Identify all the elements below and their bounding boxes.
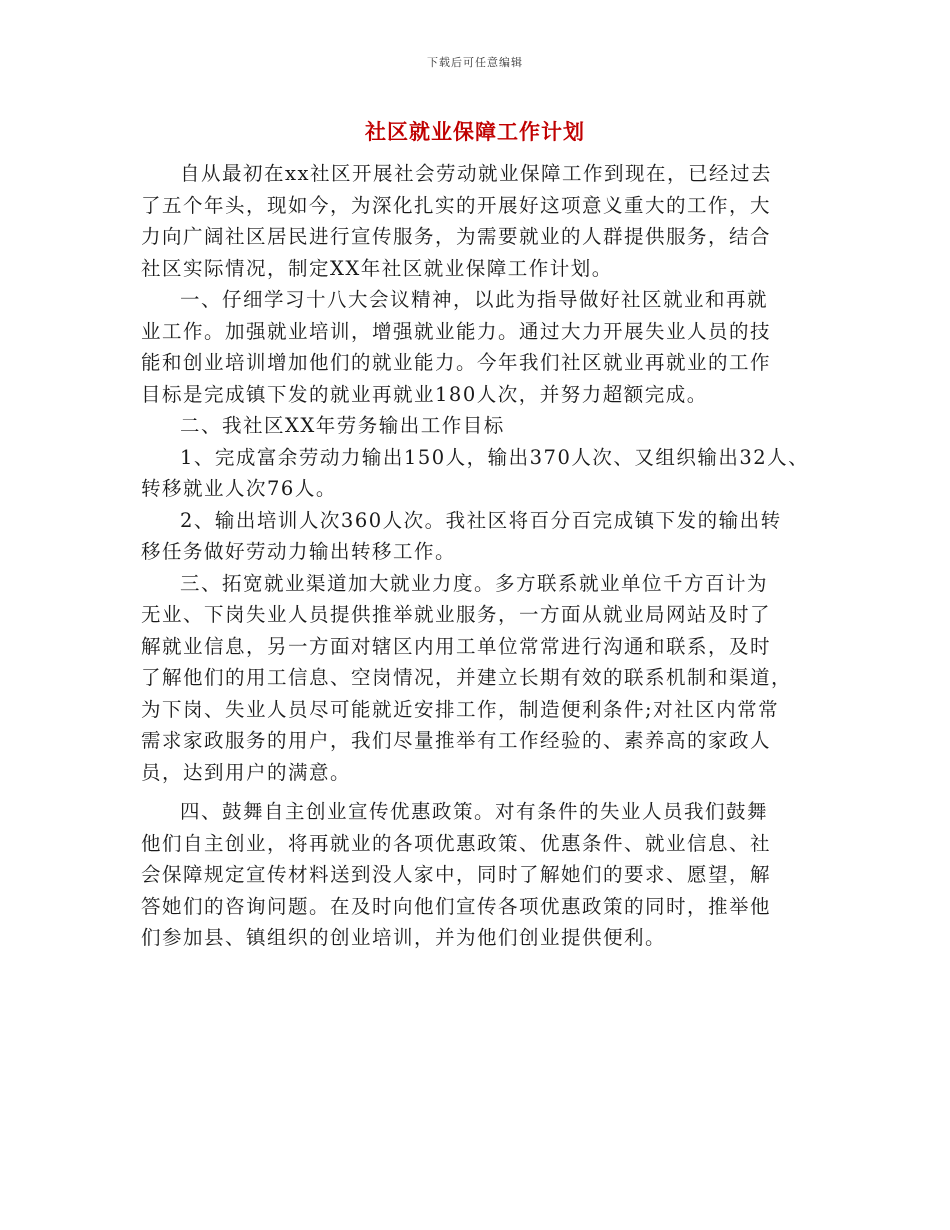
text-line: 他们自主创业，将再就业的各项优惠政策、优惠条件、就业信息、社 bbox=[141, 831, 772, 855]
paragraph-item-2 bbox=[141, 505, 827, 568]
text-line: 社区实际情况，制定XX年社区就业保障工作计划。 bbox=[141, 256, 613, 280]
text-line: 四、鼓舞自主创业宣传优惠政策。对有条件的失业人员我们鼓舞 bbox=[180, 800, 769, 823]
paragraph-section-2 bbox=[141, 410, 827, 442]
text-line: 移任务做好劳动力输出转移工作。 bbox=[141, 540, 457, 563]
text-line: 二、我社区XX年劳务输出工作目标 bbox=[180, 414, 505, 437]
text-line: 解就业信息，另一方面对辖区内用工单位常常进行沟通和联系，及时 bbox=[141, 634, 772, 658]
text-line: 为下岗、失业人员尽可能就近安排工作，制造便利条件;对社区内常常 bbox=[141, 697, 780, 721]
text-line: 员，达到用户的满意。 bbox=[141, 760, 352, 784]
text-line: 一、仔细学习十八大会议精神，以此为指导做好社区就业和再就 bbox=[180, 288, 769, 311]
document-body bbox=[141, 158, 827, 954]
page-title: 社区就业保障工作计划 bbox=[365, 119, 585, 144]
paragraph-section-3 bbox=[141, 568, 827, 789]
text-line: 们参加县、镇组织的创业培训，并为他们创业提供便利。 bbox=[141, 926, 667, 949]
text-line: 了解他们的用工信息、空岗情况，并建立长期有效的联系机制和渠道， bbox=[141, 666, 793, 689]
text-line: 2、输出培训人次360人次。我社区将百分百完成镇下发的输出转 bbox=[180, 508, 782, 532]
text-line: 自从最初在xx社区开展社会劳动就业保障工作到现在，已经过去 bbox=[180, 162, 772, 185]
text-line: 三、拓宽就业渠道加大就业力度。多方联系就业单位千方百计为 bbox=[180, 571, 769, 595]
paragraph-section-1 bbox=[141, 284, 827, 410]
text-line: 答她们的咨询问题。在及时向他们宣传各项优惠政策的同时，推举他 bbox=[141, 894, 772, 918]
paragraph-section-4 bbox=[141, 796, 827, 954]
paragraph-intro bbox=[141, 158, 827, 284]
text-line: 了五个年头，现如今，为深化扎实的开展好这项意义重大的工作，大 bbox=[141, 193, 772, 217]
text-line: 力向广阔社区居民进行宣传服务，为需要就业的人群提供服务，结合 bbox=[141, 225, 772, 248]
header-note: 下载后可任意编辑 bbox=[427, 56, 523, 69]
text-line: 能和创业培训增加他们的就业能力。今年我们社区就业再就业的工作 bbox=[141, 351, 772, 374]
text-line: 目标是完成镇下发的就业再就业180人次，并努力超额完成。 bbox=[141, 382, 708, 406]
text-line: 业工作。加强就业培训，增强就业能力。通过大力开展失业人员的技 bbox=[141, 319, 772, 343]
text-line: 1、完成富余劳动力输出150人，输出370人次、又组织输出32人、 bbox=[180, 445, 810, 469]
text-line: 会保障规定宣传材料送到没人家中，同时了解她们的要求、愿望，解 bbox=[141, 863, 772, 886]
text-line: 无业、下岗失业人员提供推举就业服务，一方面从就业局网站及时了 bbox=[141, 603, 772, 626]
text-line: 需求家政服务的用户，我们尽量推举有工作经验的、素养高的家政人 bbox=[141, 729, 772, 752]
text-line: 转移就业人次76人。 bbox=[141, 477, 337, 500]
paragraph-item-1 bbox=[141, 442, 827, 505]
